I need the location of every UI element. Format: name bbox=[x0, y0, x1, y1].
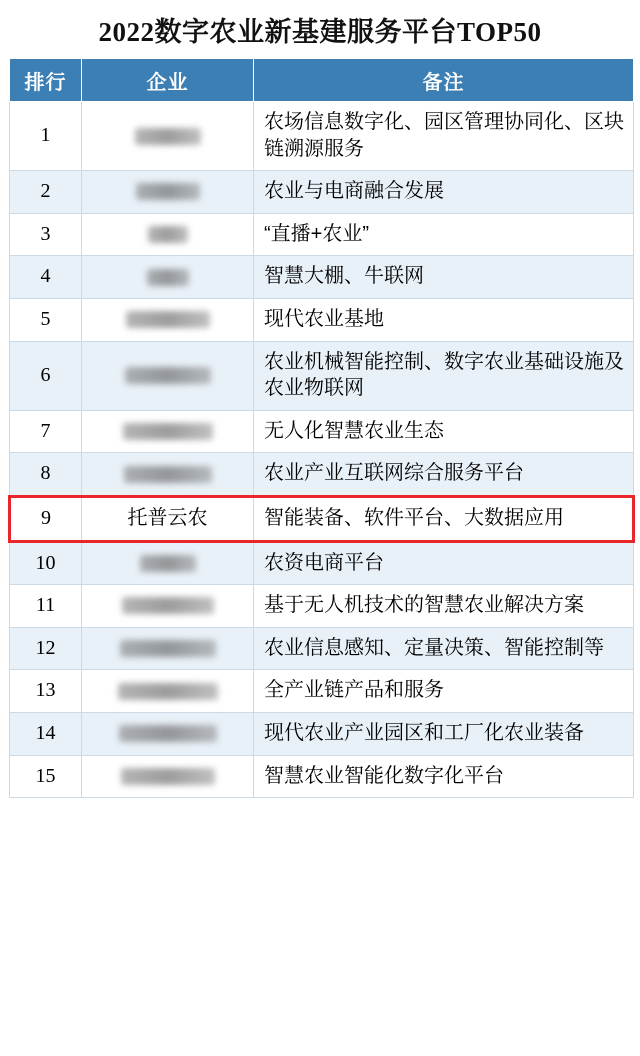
cell-rank: 6 bbox=[10, 341, 82, 410]
cell-note: 智慧大棚、牛联网 bbox=[254, 256, 634, 299]
redacted-company-name bbox=[147, 269, 189, 286]
redacted-company-name bbox=[148, 226, 188, 243]
cell-company bbox=[82, 670, 254, 713]
cell-rank: 13 bbox=[10, 670, 82, 713]
page-title: 2022数字农业新基建服务平台TOP50 bbox=[98, 17, 542, 47]
table-header-row bbox=[10, 59, 634, 102]
redacted-company-name bbox=[122, 597, 214, 614]
table-row bbox=[10, 102, 634, 171]
redacted-company-name bbox=[120, 640, 216, 657]
cell-company bbox=[82, 627, 254, 670]
cell-company bbox=[82, 256, 254, 299]
table-row bbox=[10, 410, 634, 453]
table-head bbox=[10, 59, 634, 102]
cell-rank: 14 bbox=[10, 712, 82, 755]
redacted-company-name bbox=[119, 725, 217, 742]
cell-rank: 8 bbox=[10, 453, 82, 497]
cell-note: 智慧农业智能化数字化平台 bbox=[254, 755, 634, 798]
cell-note: 农资电商平台 bbox=[254, 541, 634, 585]
redacted-company-name bbox=[123, 423, 213, 440]
cell-company bbox=[82, 171, 254, 214]
cell-rank: 1 bbox=[10, 102, 82, 171]
cell-rank: 11 bbox=[10, 585, 82, 628]
cell-note: 无人化智慧农业生态 bbox=[254, 410, 634, 453]
cell-rank: 7 bbox=[10, 410, 82, 453]
cell-company bbox=[82, 298, 254, 341]
column-header-company: 企业 bbox=[82, 59, 254, 102]
cell-note: 农业产业互联网综合服务平台 bbox=[254, 453, 634, 497]
cell-note: “直播+农业” bbox=[254, 213, 634, 256]
cell-rank: 2 bbox=[10, 171, 82, 214]
redacted-company-name bbox=[125, 367, 211, 384]
cell-company bbox=[82, 213, 254, 256]
cell-rank: 12 bbox=[10, 627, 82, 670]
table-row bbox=[10, 256, 634, 299]
column-header-note: 备注 bbox=[254, 59, 634, 102]
cell-rank: 10 bbox=[10, 541, 82, 585]
redacted-company-name bbox=[136, 183, 200, 200]
cell-company bbox=[82, 410, 254, 453]
redacted-company-name bbox=[121, 768, 215, 785]
table-body bbox=[10, 102, 634, 798]
column-header-rank: 排行 bbox=[10, 59, 82, 102]
table-row bbox=[10, 496, 634, 541]
table-row bbox=[10, 712, 634, 755]
cell-company bbox=[82, 102, 254, 171]
cell-company bbox=[82, 541, 254, 585]
cell-note: 农业与电商融合发展 bbox=[254, 171, 634, 214]
ranking-table bbox=[8, 58, 635, 798]
cell-note: 基于无人机技术的智慧农业解决方案 bbox=[254, 585, 634, 628]
cell-rank: 4 bbox=[10, 256, 82, 299]
table-row bbox=[10, 213, 634, 256]
cell-company bbox=[82, 712, 254, 755]
redacted-company-name bbox=[118, 683, 218, 700]
cell-rank: 9 bbox=[10, 496, 82, 541]
cell-note: 全产业链产品和服务 bbox=[254, 670, 634, 713]
redacted-company-name bbox=[124, 466, 212, 483]
cell-note: 智能装备、软件平台、大数据应用 bbox=[254, 496, 634, 541]
cell-company bbox=[82, 341, 254, 410]
cell-rank: 15 bbox=[10, 755, 82, 798]
redacted-company-name bbox=[126, 311, 210, 328]
cell-rank: 3 bbox=[10, 213, 82, 256]
table-row bbox=[10, 755, 634, 798]
table-row bbox=[10, 171, 634, 214]
table-row bbox=[10, 541, 634, 585]
cell-company bbox=[82, 755, 254, 798]
cell-company bbox=[82, 585, 254, 628]
cell-company: 托普云农 bbox=[82, 496, 254, 541]
redacted-company-name bbox=[140, 555, 196, 572]
table-row bbox=[10, 670, 634, 713]
cell-note: 农业机械智能控制、数字农业基础设施及农业物联网 bbox=[254, 341, 634, 410]
table-row bbox=[10, 453, 634, 497]
cell-rank: 5 bbox=[10, 298, 82, 341]
table-row bbox=[10, 627, 634, 670]
cell-note: 现代农业产业园区和工厂化农业装备 bbox=[254, 712, 634, 755]
cell-note: 农场信息数字化、园区管理协同化、区块链溯源服务 bbox=[254, 102, 634, 171]
table-row bbox=[10, 341, 634, 410]
table-row bbox=[10, 298, 634, 341]
cell-note: 现代农业基地 bbox=[254, 298, 634, 341]
redacted-company-name bbox=[135, 128, 201, 145]
table-row bbox=[10, 585, 634, 628]
cell-company bbox=[82, 453, 254, 497]
cell-note: 农业信息感知、定量决策、智能控制等 bbox=[254, 627, 634, 670]
